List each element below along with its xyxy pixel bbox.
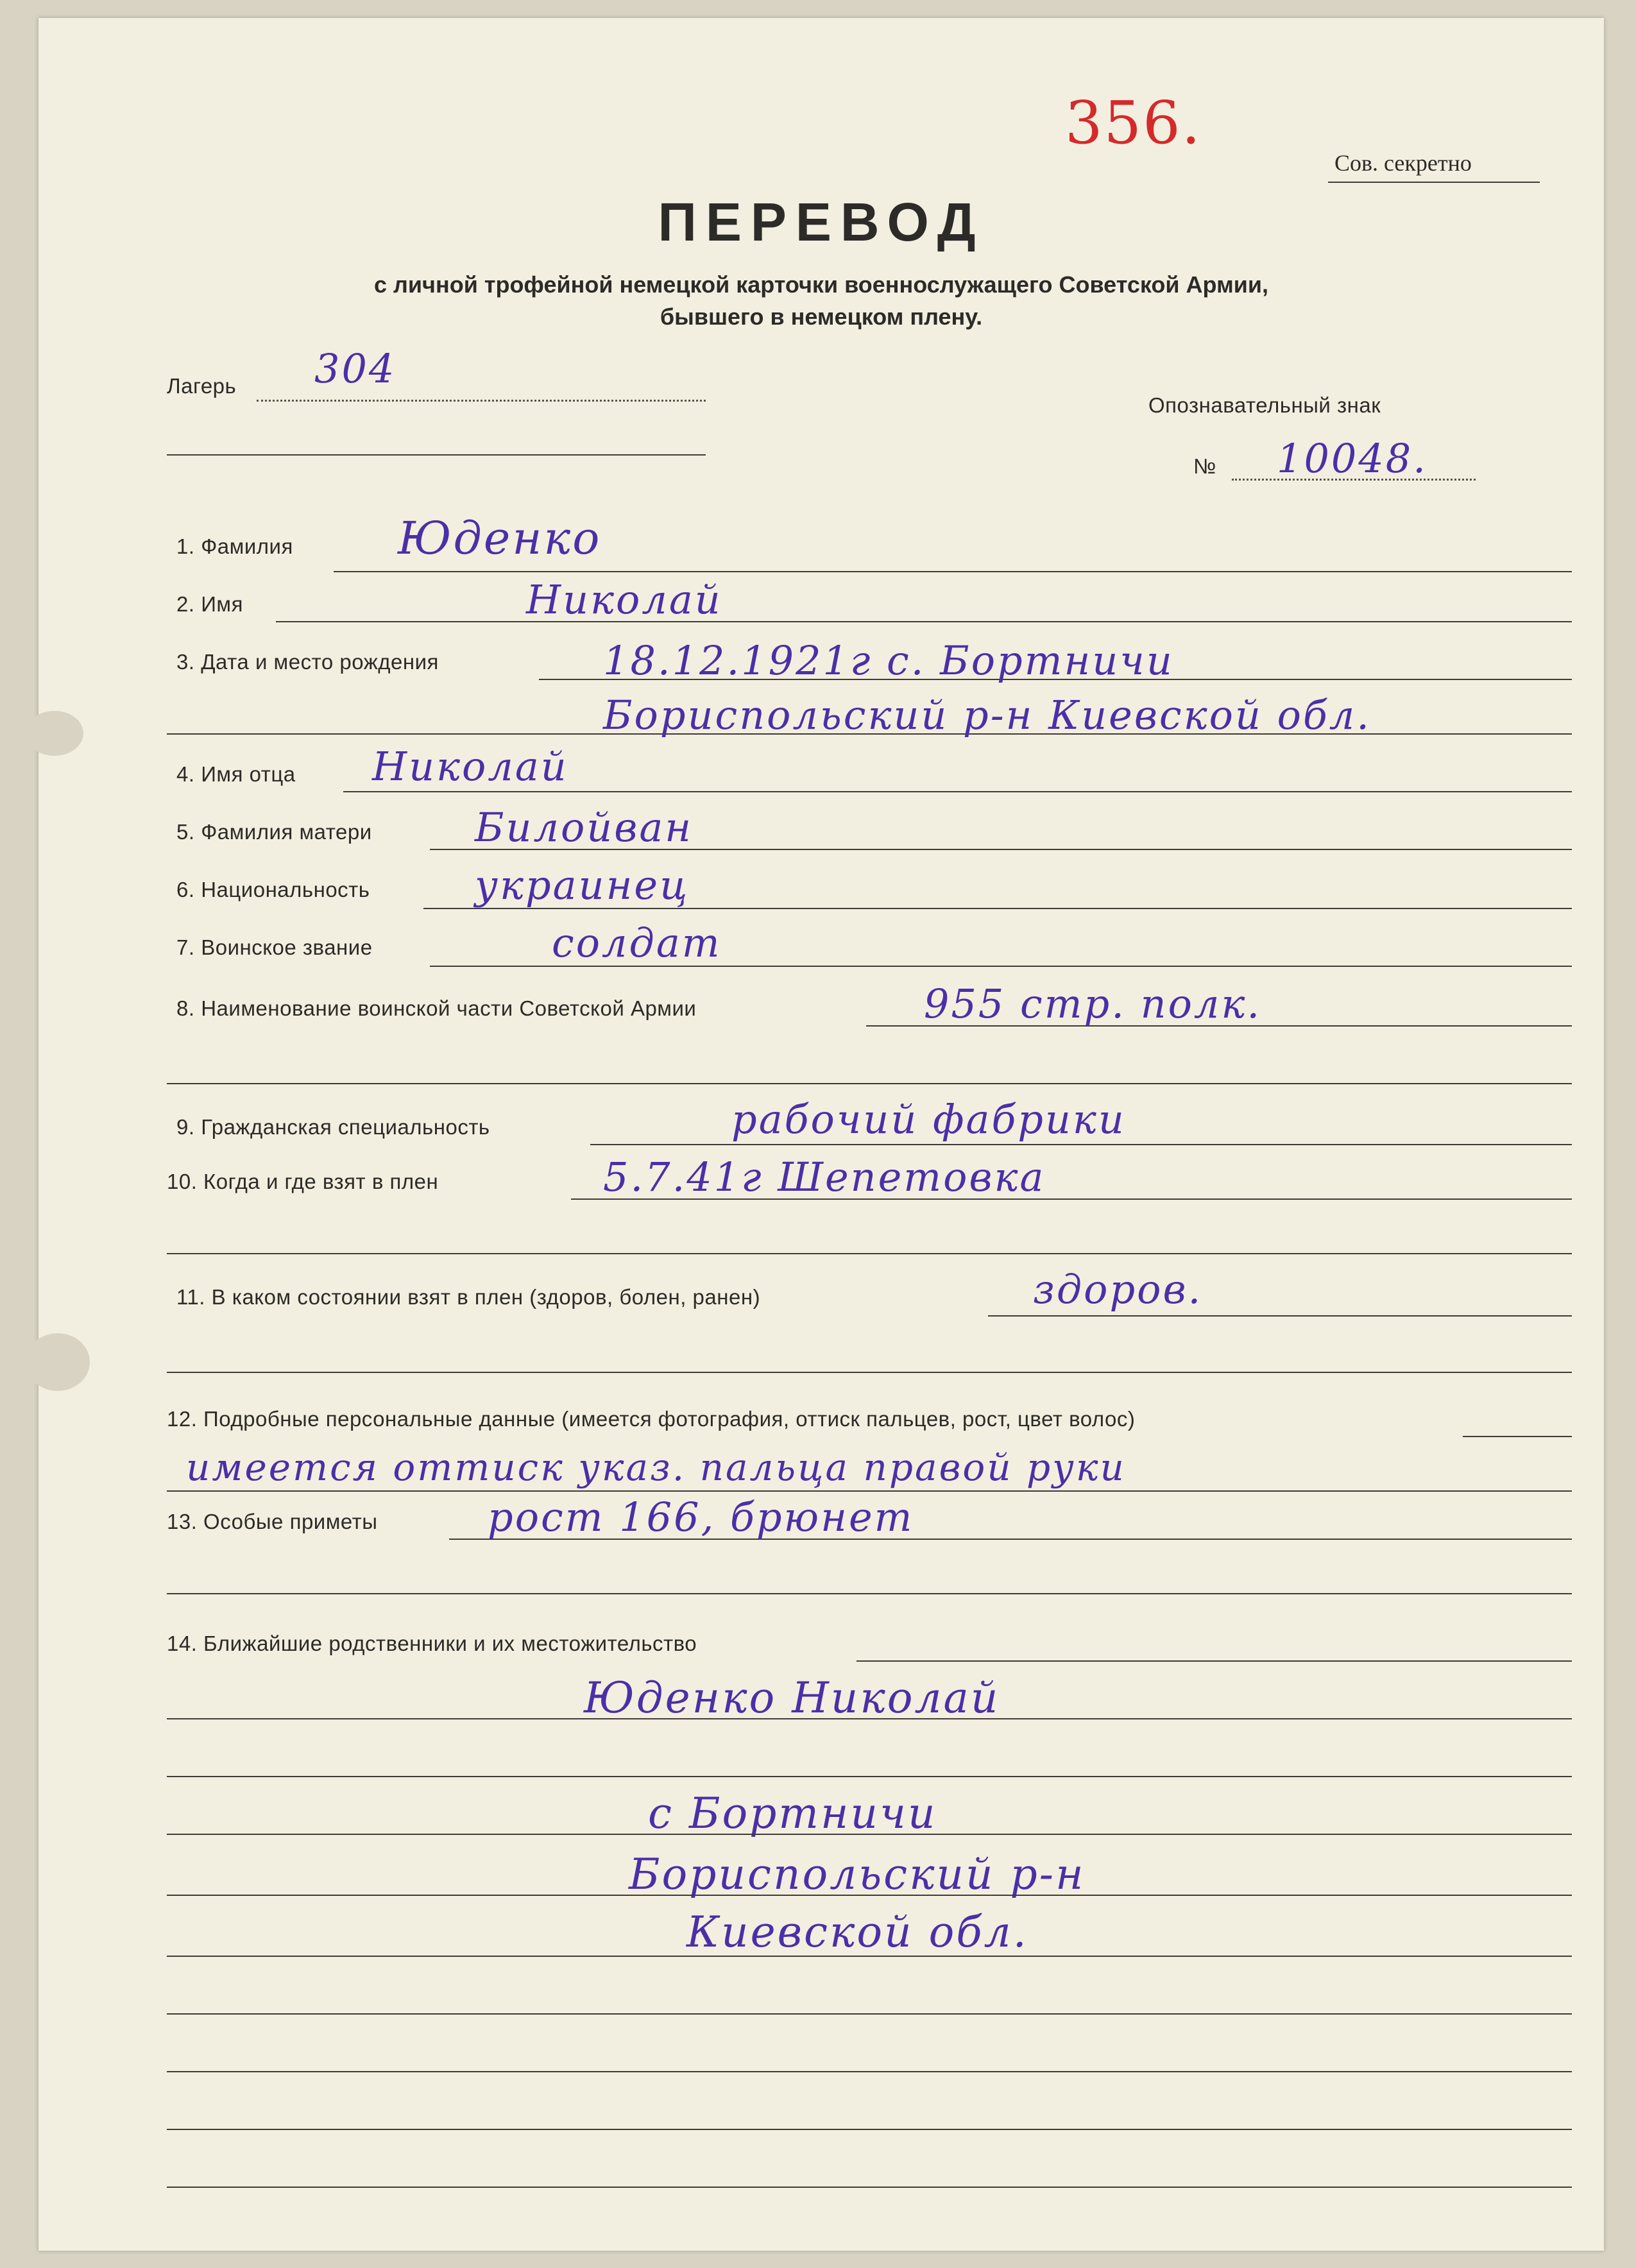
field-7-value: солдат xyxy=(552,919,722,966)
field-11-line xyxy=(988,1315,1572,1317)
camp-dotted-line xyxy=(257,400,706,402)
classification-stamp: Сов. секретно xyxy=(1334,150,1472,176)
field-1-label: 1. Фамилия xyxy=(176,534,293,558)
field-5-value: Билойван xyxy=(475,804,694,851)
page-subtitle-line1: с личной трофейной немецкой карточки военнослужащего Советской Армии, xyxy=(374,271,1268,298)
field-14-line xyxy=(856,1660,1572,1662)
field-13-line-2 xyxy=(167,1593,1572,1594)
field-2-value: Николай xyxy=(526,576,722,623)
document-sheet xyxy=(38,18,1604,2251)
field-1-value: Юденко xyxy=(398,512,602,565)
field-10-label: 10. Когда и где взят в плен xyxy=(167,1170,439,1193)
field-9-line xyxy=(590,1144,1572,1145)
field-12-value: имеется оттиск указ. пальца правой руки xyxy=(186,1445,1126,1489)
punch-hole-top xyxy=(26,711,83,756)
field-13-label: 13. Особые приметы xyxy=(167,1510,378,1533)
field-14-label: 14. Ближайшие родственники и их местожительство xyxy=(167,1632,697,1655)
id-tag-label: Опознавательный знак xyxy=(1148,393,1381,417)
page-subtitle-line2: бывшего в немецком плену. xyxy=(660,303,983,330)
field-14-line-4 xyxy=(167,1834,1572,1835)
field-11-line-2 xyxy=(167,1372,1572,1373)
field-8-line-2 xyxy=(167,1083,1572,1084)
field-11-value: здоров. xyxy=(1033,1266,1203,1313)
field-2-label: 2. Имя xyxy=(176,592,243,616)
field-4-line xyxy=(343,791,1572,792)
id-tag-value: 10048. xyxy=(1277,435,1427,482)
field-1-line xyxy=(334,571,1572,572)
field-14-line-5 xyxy=(167,1895,1572,1896)
field-12-line xyxy=(1463,1436,1572,1437)
archive-number: 356. xyxy=(1065,89,1202,157)
field-3-value-2: Бориспольский р-н Киевской обл. xyxy=(603,692,1371,738)
field-14-line-2 xyxy=(167,1718,1572,1719)
field-2-line xyxy=(276,621,1572,622)
field-10-line-2 xyxy=(167,1253,1572,1254)
field-9-label: 9. Гражданская специальность xyxy=(176,1115,490,1139)
field-14-line-7 xyxy=(167,2013,1572,2015)
page-title: ПЕРЕВОД xyxy=(658,192,985,252)
camp-second-line xyxy=(167,454,706,456)
field-3-value: 18.12.1921г с. Бортничи xyxy=(603,637,1174,684)
field-6-label: 6. Национальность xyxy=(176,878,370,901)
camp-value: 304 xyxy=(314,345,396,392)
field-14-value: Юденко Николай xyxy=(584,1673,1000,1723)
field-4-label: 4. Имя отца xyxy=(176,762,296,786)
field-12-label: 12. Подробные персональные данные (имеется фотография, оттиск пальцев, рост, цвет волос) xyxy=(167,1407,1136,1431)
field-13-value: рост 166, брюнет xyxy=(488,1494,914,1540)
field-8-value: 955 стр. полк. xyxy=(924,980,1262,1027)
field-3-label: 3. Дата и место рождения xyxy=(176,650,439,674)
field-7-label: 7. Воинское звание xyxy=(176,935,373,959)
field-5-label: 5. Фамилия матери xyxy=(176,820,372,844)
field-4-value: Николай xyxy=(372,743,568,790)
punch-hole-bottom xyxy=(26,1333,90,1391)
field-9-value: рабочий фабрики xyxy=(731,1096,1126,1143)
camp-label: Лагерь xyxy=(167,374,237,398)
field-14-line-10 xyxy=(167,2187,1572,2188)
field-6-value: украинец xyxy=(475,862,690,908)
field-14-line-6 xyxy=(167,1956,1572,1957)
field-14-value-2: с Бортничи xyxy=(648,1789,937,1838)
id-tag-no-label: № xyxy=(1193,454,1216,478)
field-14-line-8 xyxy=(167,2071,1572,2072)
field-12-line-2 xyxy=(167,1490,1572,1492)
field-8-label: 8. Наименование воинской части Советской Армии xyxy=(176,996,697,1020)
field-14-value-3: Бориспольский р-н xyxy=(629,1850,1086,1899)
field-14-line-9 xyxy=(167,2129,1572,2130)
field-11-label: 11. В каком состоянии взят в плен (здоров, болен, ранен) xyxy=(176,1285,761,1309)
field-10-value: 5.7.41г Шепетовка xyxy=(603,1154,1046,1200)
field-14-value-4: Киевской обл. xyxy=(686,1907,1028,1957)
field-14-line-3 xyxy=(167,1776,1572,1777)
classification-underline xyxy=(1328,182,1540,183)
